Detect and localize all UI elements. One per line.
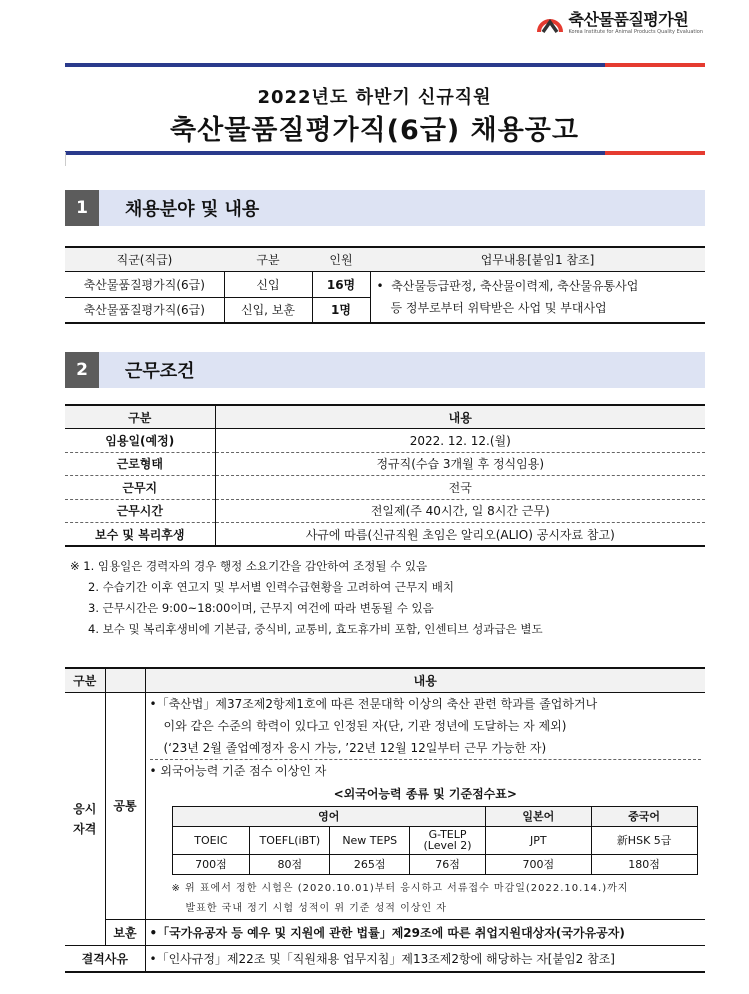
bottom-divider <box>65 151 705 155</box>
lang-group: 중국어 <box>591 806 697 826</box>
recruitment-table <box>65 246 705 324</box>
duty-cell: • 축산물등급판정, 축산물이력제, 축산물유통사업 등 정부로부터 위탁받은 사업 및 부대사업 <box>370 271 705 323</box>
lang-score-table <box>172 806 698 875</box>
test-name: G-TELP (Level 2) <box>410 826 486 854</box>
section-1-header <box>65 190 705 226</box>
test-name: 新HSK 5급 <box>591 826 697 854</box>
test-name: TOEIC <box>172 826 250 854</box>
row-value: 전일제(주 40시간, 일 8시간 근무) <box>215 499 705 523</box>
test-score: 700점 <box>172 854 250 874</box>
conditions-notes <box>70 556 543 640</box>
top-divider <box>65 63 705 67</box>
note-item: ※ 1. 임용일은 경력자의 경우 행정 소요기간을 감안하여 조정될 수 있음 <box>70 559 428 573</box>
test-score: 265점 <box>330 854 410 874</box>
col-header: 구분 <box>65 668 105 692</box>
section-title: 채용분야 및 내용 <box>125 199 260 220</box>
section-2-header <box>65 352 705 388</box>
section-number: 1 <box>65 190 99 226</box>
duty-line-1: 축산물등급판정, 축산물이력제, 축산물유통사업 <box>391 278 639 293</box>
footnote: ※ 위 표에서 정한 시험은 (2020.10.01)부터 응시하고 서류접수 마감일(2022.10.14.)까지 <box>171 882 629 894</box>
title-line-2: 축산물품질평가직(6급) 채용공고 <box>170 115 579 146</box>
row-value: 2022. 12. 12.(월) <box>215 429 705 453</box>
count-cell: 1명 <box>312 297 370 323</box>
col-header: 내용 <box>145 668 705 692</box>
logo-subtitle: Korea Institute for Animal Products Quality Evaluation <box>568 29 703 35</box>
footnote: 발표한 국내 정기 시험 성적이 위 기준 성적 이상인 자 <box>185 902 447 914</box>
logo-mark-icon <box>536 10 564 36</box>
row-label: 근로형태 <box>65 452 215 476</box>
qualification-table <box>65 667 705 973</box>
section-number: 2 <box>65 352 99 388</box>
row-label: 임용일(예정) <box>65 429 215 453</box>
section-title: 근무조건 <box>125 361 195 382</box>
lang-table-title: <외국어능력 종류 및 기준점수표> <box>333 786 517 801</box>
row-value: 사규에 따름(신규직원 초임은 알리오(ALIO) 공시자료 참고) <box>305 527 615 542</box>
note-item: 2. 수습기간 이후 연고지 및 부서별 인력수급현황을 고려하여 근무지 배치 <box>88 580 455 594</box>
note-item: 4. 보수 및 복리후생비에 기본급, 중식비, 교통비, 효도휴가비 포함, 인센티브 성과급은 별도 <box>88 622 543 636</box>
row-label: 근무시간 <box>65 499 215 523</box>
lang-group: 영어 <box>172 806 485 826</box>
row-label: 보수 및 복리후생 <box>65 523 215 547</box>
lang-group: 일본어 <box>485 806 591 826</box>
col-header: 내용 <box>215 405 705 429</box>
test-score: 76점 <box>410 854 486 874</box>
col-header: 인원 <box>312 247 370 271</box>
title-line-1: 2022년도 하반기 신규직원 <box>257 87 492 108</box>
logo-name: 축산물품질평가원 <box>568 10 689 29</box>
common-label: 공통 <box>105 692 145 919</box>
job-cell: 축산물품질평가직(6급) <box>65 297 224 323</box>
test-score: 80점 <box>250 854 330 874</box>
type-cell: 신입 <box>224 271 312 297</box>
duty-line-2: 등 정부로부터 위탁받은 사업 및 부대사업 <box>390 300 607 315</box>
test-score: 700점 <box>485 854 591 874</box>
org-logo <box>536 10 704 36</box>
job-cell: 축산물품질평가직(6급) <box>65 271 224 297</box>
common-line: • 외국어능력 기준 점수 이상인 자 <box>150 759 702 782</box>
note-item: 3. 근무시간은 9:00~18:00이며, 근무지 여건에 따라 변동될 수 있음 <box>88 601 434 615</box>
test-score: 180점 <box>591 854 697 874</box>
qualification-label: 응시 자격 <box>65 692 105 945</box>
disqualification-content: •「인사규정」제22조 및「직원채용 업무지침」제13조제2항에 해당하는 자[붙임2 참조] <box>145 945 705 972</box>
veteran-content: •「국가유공자 등 예우 및 지원에 관한 법률」제29조에 따른 취업지원대상자(국가유공자) <box>145 919 705 945</box>
common-content <box>145 692 705 919</box>
row-label: 근무지 <box>65 476 215 500</box>
common-line: (‘23년 2월 졸업예정자 응시 가능, ’22년 12월 12일부터 근무 가능한 자) <box>163 740 547 755</box>
row-value: 정규직(수습 3개월 후 정식임용) <box>215 452 705 476</box>
common-line: •「축산법」제37조제2항제1호에 따른 전문대학 이상의 축산 관련 학과를 졸업하거나 <box>149 696 598 711</box>
test-name: TOEFL(iBT) <box>250 826 330 854</box>
test-name: JPT <box>485 826 591 854</box>
conditions-table <box>65 404 705 547</box>
test-name: New TEPS <box>330 826 410 854</box>
type-cell: 신입, 보훈 <box>224 297 312 323</box>
col-header: 구분 <box>65 405 215 429</box>
col-header: 구분 <box>224 247 312 271</box>
common-line: 이와 같은 수준의 학력이 있다고 인정된 자(단, 기관 정년에 도달하는 자 제외) <box>163 718 567 733</box>
count-cell: 16명 <box>312 271 370 297</box>
veteran-label: 보훈 <box>105 919 145 945</box>
col-header: 직군(직급) <box>65 247 224 271</box>
row-value: 전국 <box>215 476 705 500</box>
col-header: 업무내용[붙임1 참조] <box>370 247 705 271</box>
disqualification-label: 결격사유 <box>65 945 145 972</box>
